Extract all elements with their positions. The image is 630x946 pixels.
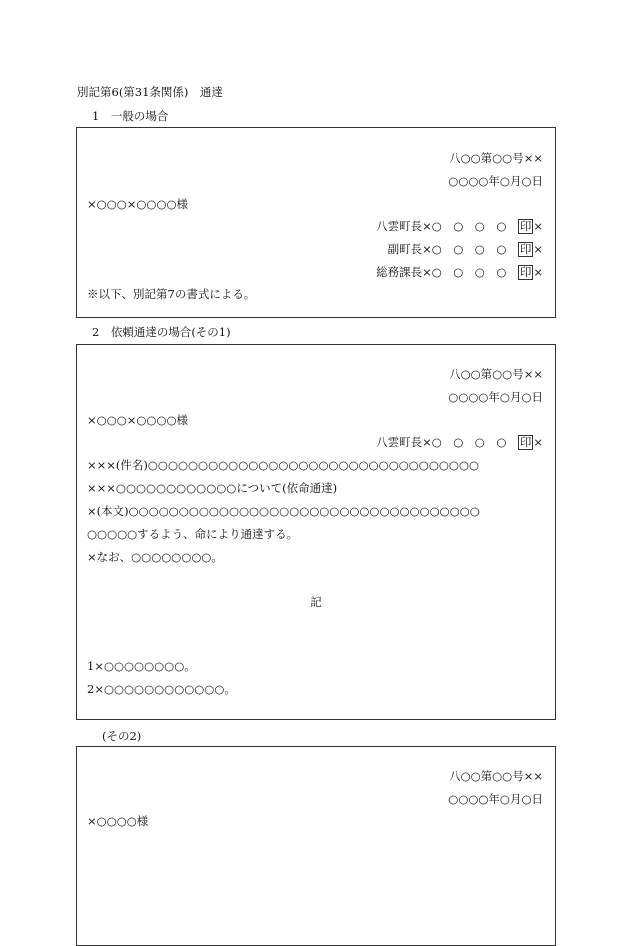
section-3-title: (その2) <box>102 729 142 743</box>
document-date: ○○○○年○月○日 <box>448 792 543 806</box>
document-number: 八○○第○○号×× <box>449 769 543 783</box>
seal-mark: 印 <box>519 265 532 279</box>
section-1-title: 1 一般の場合 <box>92 109 169 123</box>
signature-general-affairs-chief <box>376 264 543 280</box>
seal-mark: 印 <box>519 435 532 449</box>
general-case-form <box>76 127 556 318</box>
format-note: ※以下、別記第7の書式による。 <box>87 287 256 301</box>
body-line-1: ×(本文)○○○○○○○○○○○○○○○○○○○○○○○○○○○○○○○○○○○ <box>87 504 480 518</box>
addressee: ×○○○×○○○○様 <box>87 413 189 427</box>
signature-deputy-mayor-label: 副町長×○ ○ ○ ○ <box>387 242 518 256</box>
body-line-3: ×なお、○○○○○○○○。 <box>87 550 223 564</box>
signature-general-affairs-chief-label: 総務課長×○ ○ ○ ○ <box>376 265 518 279</box>
document-heading: 別記第6(第31条関係) 通達 <box>77 85 223 99</box>
addressee: ×○○○×○○○○様 <box>87 197 189 211</box>
signature-deputy-mayor <box>388 241 543 257</box>
seal-mark: 印 <box>519 242 532 256</box>
body-line-2: ○○○○○するよう、命により通達する。 <box>87 527 299 541</box>
seal-tail: × <box>533 219 543 233</box>
list-item-2: 2×○○○○○○○○○○○○。 <box>87 682 236 696</box>
seal-tail: × <box>533 242 543 256</box>
document-date: ○○○○年○月○日 <box>448 390 543 404</box>
signature-mayor <box>376 218 543 234</box>
addressee: ×○○○○様 <box>87 814 149 828</box>
subject-line-1: ×××(件名)○○○○○○○○○○○○○○○○○○○○○○○○○○○○○○○○○ <box>87 458 480 472</box>
subject-line-2: ×××○○○○○○○○○○○○について(依命通達) <box>87 481 338 495</box>
signature-mayor-label: 八雲町長×○ ○ ○ ○ <box>376 435 518 449</box>
section-2-title: 2 依頼通達の場合(その1) <box>92 325 231 339</box>
document-number: 八○○第○○号×× <box>449 367 543 381</box>
seal-mark: 印 <box>519 219 532 233</box>
document-number: 八○○第○○号×× <box>449 151 543 165</box>
ki-heading: 記 <box>310 595 322 609</box>
seal-tail: × <box>533 265 543 279</box>
document-date: ○○○○年○月○日 <box>448 174 543 188</box>
signature-mayor <box>376 434 543 450</box>
list-item-1: 1×○○○○○○○○。 <box>87 659 196 673</box>
request-case-form-2 <box>76 746 556 946</box>
request-case-form-1 <box>76 344 556 720</box>
seal-tail: × <box>533 435 543 449</box>
signature-mayor-label: 八雲町長×○ ○ ○ ○ <box>376 219 518 233</box>
